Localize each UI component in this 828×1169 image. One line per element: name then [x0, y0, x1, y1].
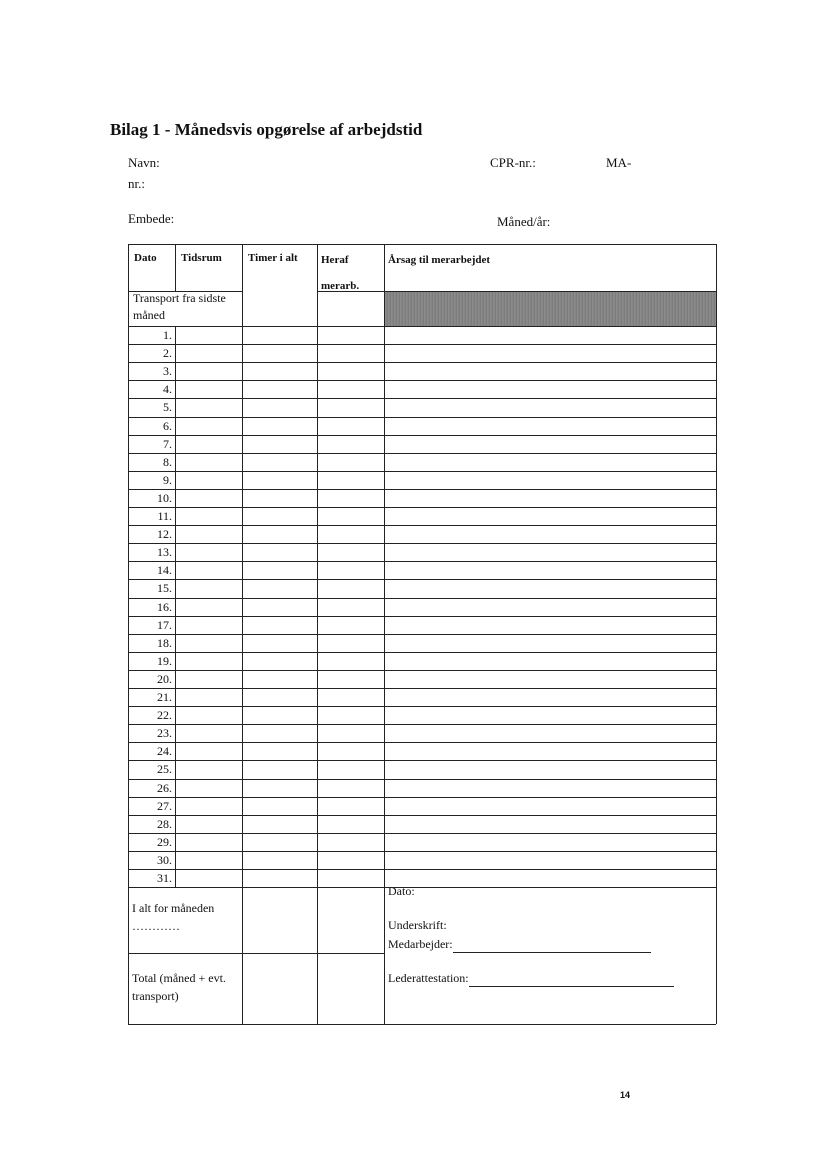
day-number: 13.	[157, 545, 172, 560]
transport-label-2: måned	[133, 308, 165, 322]
row-line	[128, 362, 716, 363]
day-number: 18.	[157, 635, 172, 650]
name-label: Navn:	[128, 155, 160, 170]
page-number: 14	[620, 1090, 631, 1100]
row-line	[128, 670, 716, 671]
employee-label: Medarbejder:	[388, 937, 453, 951]
month-year-label: Måned/år:	[497, 214, 551, 229]
day-number: 28.	[157, 816, 172, 831]
header-timer: Timer i alt	[248, 252, 298, 264]
column-line	[384, 244, 385, 1024]
row-line	[128, 507, 716, 508]
row-line	[128, 851, 716, 852]
header-heraf: Heraf	[321, 254, 349, 266]
row-line	[128, 543, 716, 544]
day-number: 16.	[157, 599, 172, 614]
row-line	[128, 652, 716, 653]
total-month-label: I alt for måneden	[132, 901, 215, 915]
day-number: 30.	[157, 852, 172, 867]
day-number: 25.	[157, 762, 172, 777]
row-line	[128, 869, 716, 870]
header-aarsag: Årsag til merarbejdet	[388, 254, 491, 266]
day-number: 29.	[157, 834, 172, 849]
table-bottom-border	[128, 1024, 716, 1025]
row-line	[128, 833, 716, 834]
column-line	[175, 326, 176, 887]
day-number: 22.	[157, 708, 172, 723]
day-number: 21.	[157, 690, 172, 704]
date-label: Dato:	[388, 884, 415, 898]
day-number: 4.	[163, 382, 172, 397]
table-left-border	[128, 244, 129, 1024]
header-merarb: merarb.	[321, 280, 360, 292]
manager-signature	[388, 968, 674, 987]
row-line	[128, 453, 716, 454]
row-line	[128, 634, 716, 635]
day-number: 20.	[157, 671, 172, 686]
day-number: 27.	[157, 798, 172, 813]
day-number: 19.	[157, 653, 172, 668]
row-line	[128, 398, 716, 399]
row-line	[128, 417, 716, 418]
total-divider-line	[128, 953, 384, 954]
header-bottom-line	[128, 291, 242, 292]
header-dato: Dato	[134, 252, 157, 264]
table-top-border	[128, 244, 716, 245]
row-line	[128, 887, 716, 888]
header-tidsrum: Tidsrum	[181, 252, 222, 264]
row-line	[128, 688, 716, 689]
row-line	[128, 344, 716, 345]
row-line	[128, 616, 716, 617]
row-line	[128, 706, 716, 707]
total-transport-label-2: transport)	[132, 989, 179, 1003]
header-bottom-line	[317, 291, 716, 292]
day-number: 11.	[157, 509, 172, 523]
timesheet-table	[128, 244, 716, 1024]
day-number: 15.	[157, 581, 172, 596]
day-number: 23.	[157, 726, 172, 741]
day-number: 24.	[157, 744, 172, 759]
ma-label: MA-	[606, 155, 632, 170]
row-line	[128, 724, 716, 725]
shaded-cell	[385, 291, 716, 326]
row-line	[128, 489, 716, 490]
employee-signature-line	[453, 934, 651, 953]
ma-nr-label: nr.:	[128, 176, 145, 191]
total-transport-label: Total (måned + evt.	[132, 971, 226, 985]
day-number: 8.	[163, 454, 172, 469]
row-line	[128, 561, 716, 562]
day-number: 7.	[163, 436, 172, 451]
day-number: 12.	[157, 527, 172, 542]
cpr-label: CPR-nr.:	[490, 155, 536, 170]
day-number: 31.	[157, 871, 172, 885]
row-line	[128, 815, 716, 816]
day-number: 10.	[157, 490, 172, 505]
transport-label: Transport fra sidste	[133, 291, 226, 305]
manager-signature-line	[469, 968, 674, 987]
column-line	[175, 244, 176, 291]
column-line	[242, 244, 243, 1024]
row-line	[128, 579, 716, 580]
page-title: Bilag 1 - Månedsvis opgørelse af arbejdstid	[110, 120, 423, 139]
total-month-dots: …………	[132, 919, 180, 933]
row-line	[128, 760, 716, 761]
row-line	[128, 797, 716, 798]
day-number: 5.	[163, 400, 172, 415]
row-line	[128, 742, 716, 743]
row-line	[128, 435, 716, 436]
employee-signature	[388, 934, 651, 953]
row-line	[128, 525, 716, 526]
day-number: 26.	[157, 780, 172, 795]
day-number: 17.	[157, 617, 172, 632]
row-line	[128, 779, 716, 780]
day-number: 9.	[163, 472, 172, 487]
row-line	[128, 471, 716, 472]
day-number: 3.	[163, 364, 172, 379]
row-line	[128, 380, 716, 381]
row-line	[128, 598, 716, 599]
day-number: 6.	[163, 418, 172, 433]
signature-label: Underskrift:	[388, 918, 447, 932]
day-number: 1.	[163, 328, 172, 342]
day-number: 14.	[157, 563, 172, 578]
day-number: 2.	[163, 346, 172, 361]
manager-label: Lederattestation:	[388, 971, 469, 985]
embede-label: Embede:	[128, 211, 175, 226]
transport-bottom-line	[128, 326, 716, 327]
column-line	[317, 244, 318, 1024]
table-right-border	[716, 244, 717, 1024]
